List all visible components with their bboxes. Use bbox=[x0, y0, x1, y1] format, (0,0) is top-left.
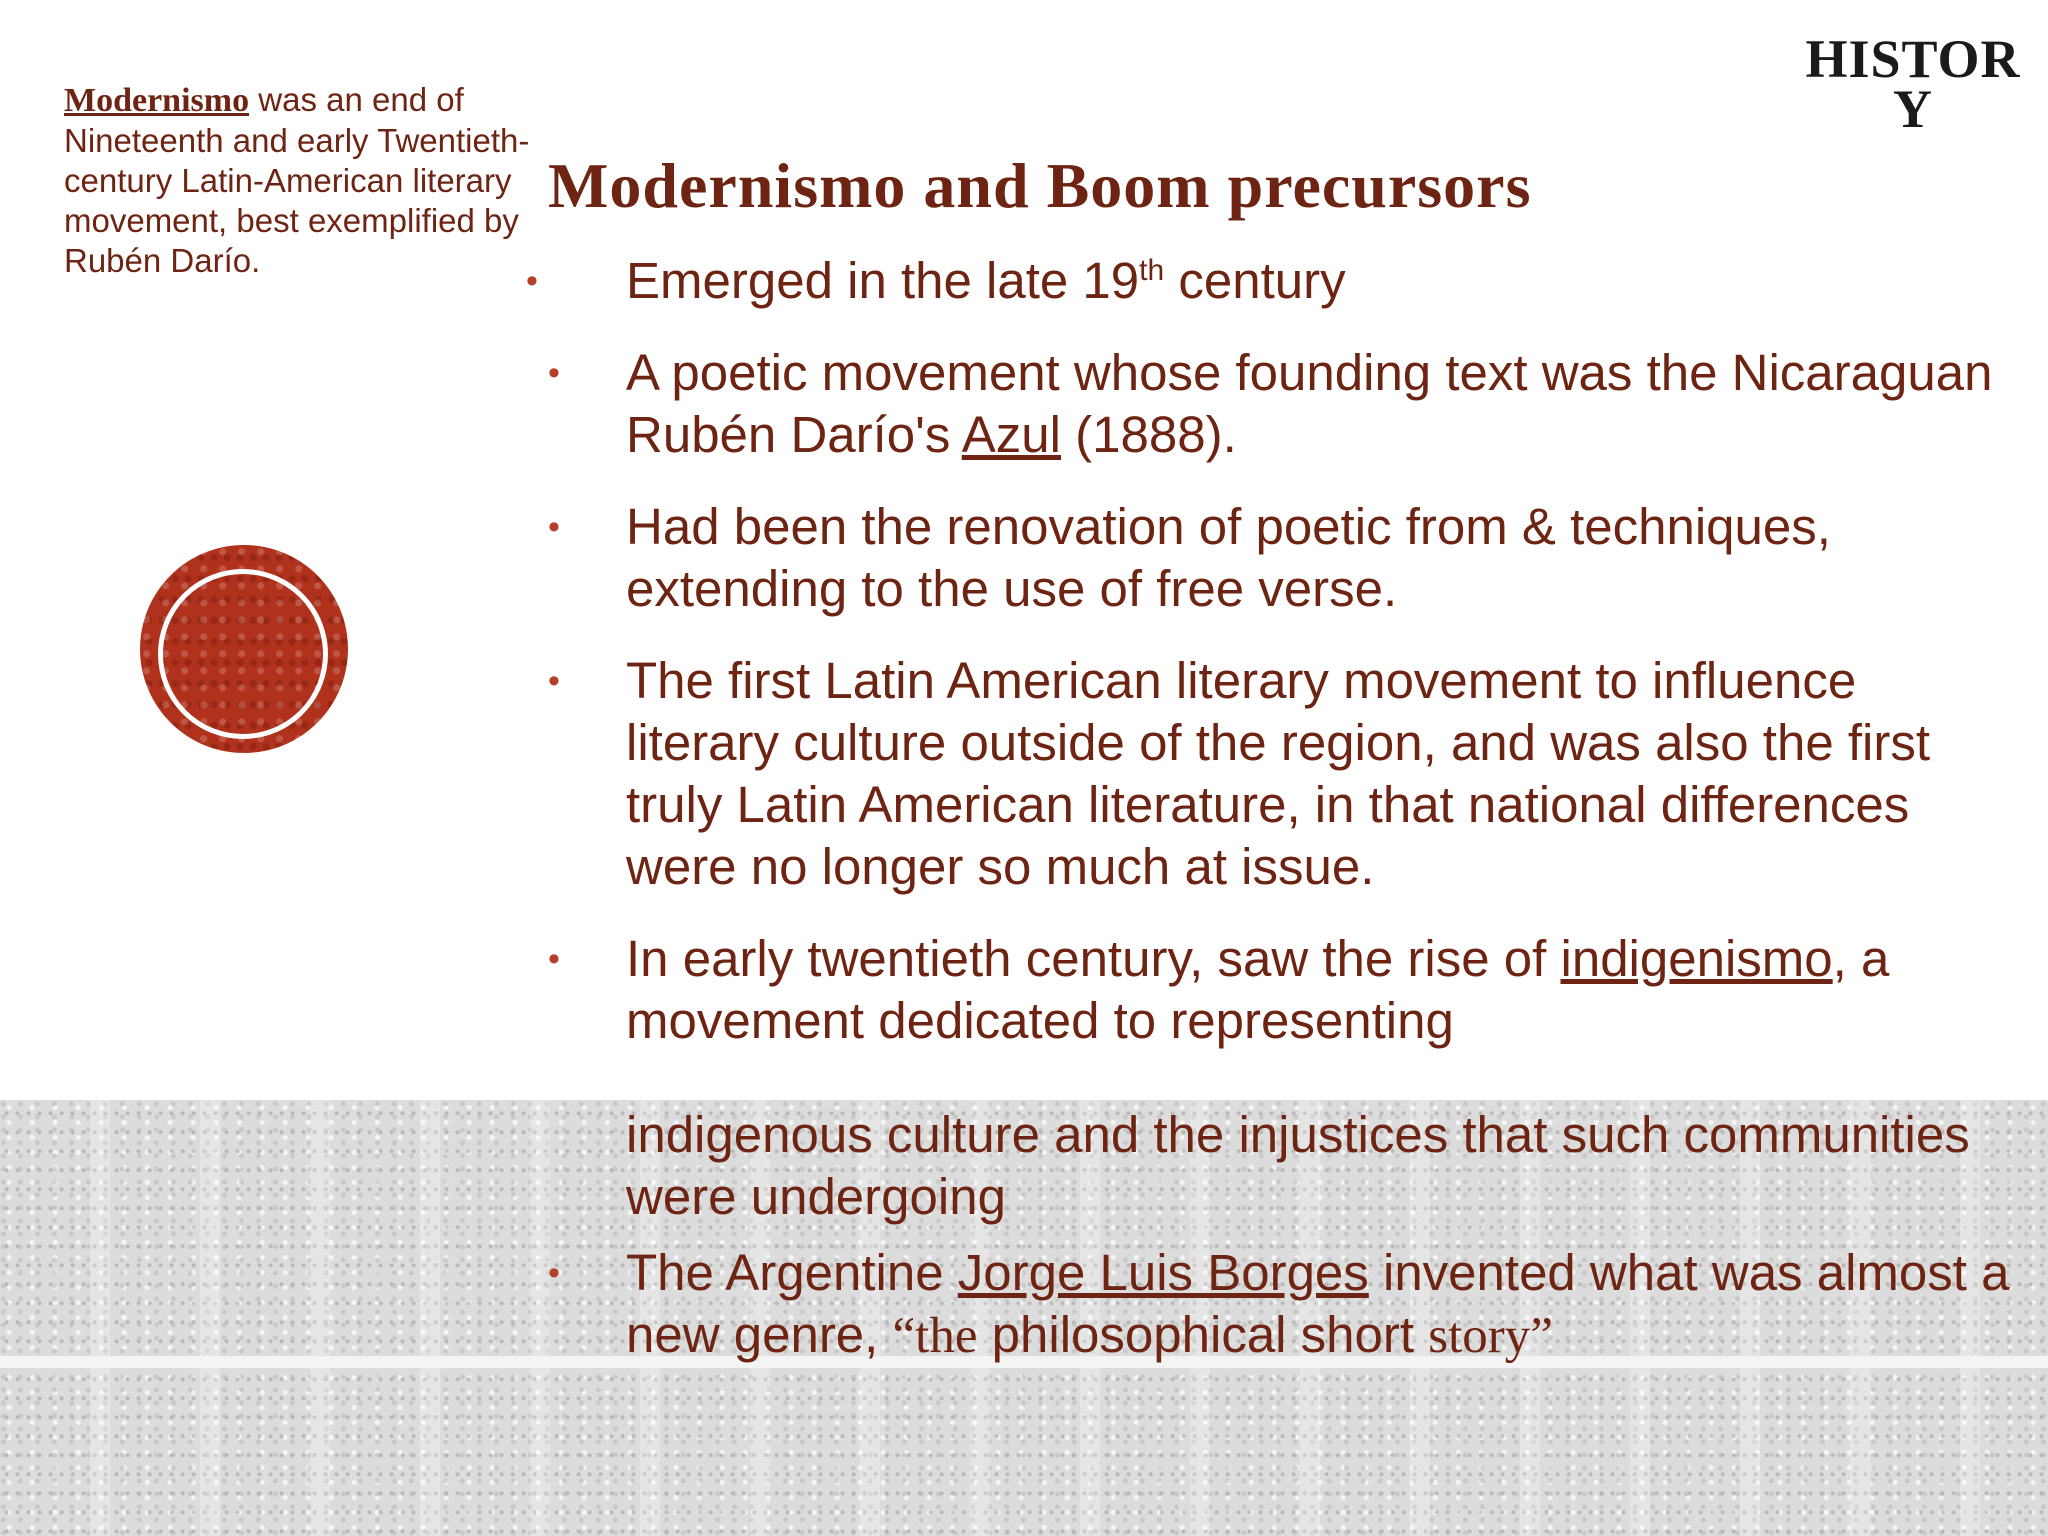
slide-title: Modernismo and Boom precursors bbox=[548, 150, 1532, 221]
bullet-text: The Argentine bbox=[626, 1244, 958, 1301]
logo-line-1: HISTOR bbox=[1805, 29, 2021, 89]
bullet-icon: • bbox=[526, 262, 538, 300]
decorative-red-circle bbox=[140, 545, 348, 753]
bullet-continuation-text: indigenous culture and the injustices that such communities were undergoing bbox=[626, 1106, 1970, 1225]
bullet-text: A poetic movement whose founding text was the Nicaraguan Rubén Darío's bbox=[626, 344, 1993, 463]
bullet-text: , a movement dedicated to representing bbox=[626, 930, 1890, 1049]
quote-close: story” bbox=[1428, 1308, 1553, 1364]
bullet-text: philosophical short bbox=[977, 1306, 1429, 1363]
bullet-icon: • bbox=[548, 662, 560, 700]
bullet-icon: • bbox=[548, 1254, 560, 1292]
bullet-text: The first Latin American literary movement to influence literary culture outside of the region, and was also the first truly Latin American literature, in that national differences were no longer so much at issue. bbox=[626, 652, 1931, 895]
bullet-item-6 bbox=[548, 1242, 2018, 1367]
bullet-item-2 bbox=[548, 342, 2018, 466]
bullet-text: In early twentieth century, saw the rise of bbox=[626, 930, 1561, 987]
bullet-item-5 bbox=[548, 928, 2018, 1228]
bullet-item-4 bbox=[548, 650, 2018, 898]
bullet-text: (1888). bbox=[1060, 406, 1237, 463]
borges-link[interactable]: Jorge Luis Borges bbox=[957, 1244, 1369, 1301]
white-ring bbox=[158, 569, 328, 739]
bullet-text: Had been the renovation of poetic from & techniques, extending to the use of free verse. bbox=[626, 498, 1831, 617]
bullet-icon: • bbox=[548, 508, 560, 546]
logo-line-2: Y bbox=[1893, 79, 1933, 139]
bullet-text: Emerged in the late 19 bbox=[626, 252, 1140, 309]
bullet-list bbox=[526, 250, 2018, 1367]
bullet-text: invented what was almost a new genre, bbox=[626, 1244, 2010, 1363]
bullet-item-3 bbox=[548, 496, 2018, 620]
definition-text: was an end of Nineteenth and early Twentieth-century Latin-American literary movement, best exemplified by Rubén Darío. bbox=[64, 81, 530, 279]
bullet-item-1 bbox=[526, 250, 2018, 312]
ordinal-superscript: th bbox=[1139, 254, 1165, 287]
bullet-icon: • bbox=[548, 940, 560, 978]
history-logo bbox=[1798, 29, 2028, 139]
bullet-text: century bbox=[1164, 252, 1346, 309]
bullet-icon: • bbox=[548, 354, 560, 392]
quote-open: “the bbox=[892, 1308, 978, 1364]
definition-term: Modernismo bbox=[64, 82, 250, 119]
indigenismo-link[interactable]: indigenismo bbox=[1560, 930, 1833, 987]
azul-link[interactable]: Azul bbox=[961, 406, 1061, 463]
sidebar-definition bbox=[64, 80, 544, 281]
